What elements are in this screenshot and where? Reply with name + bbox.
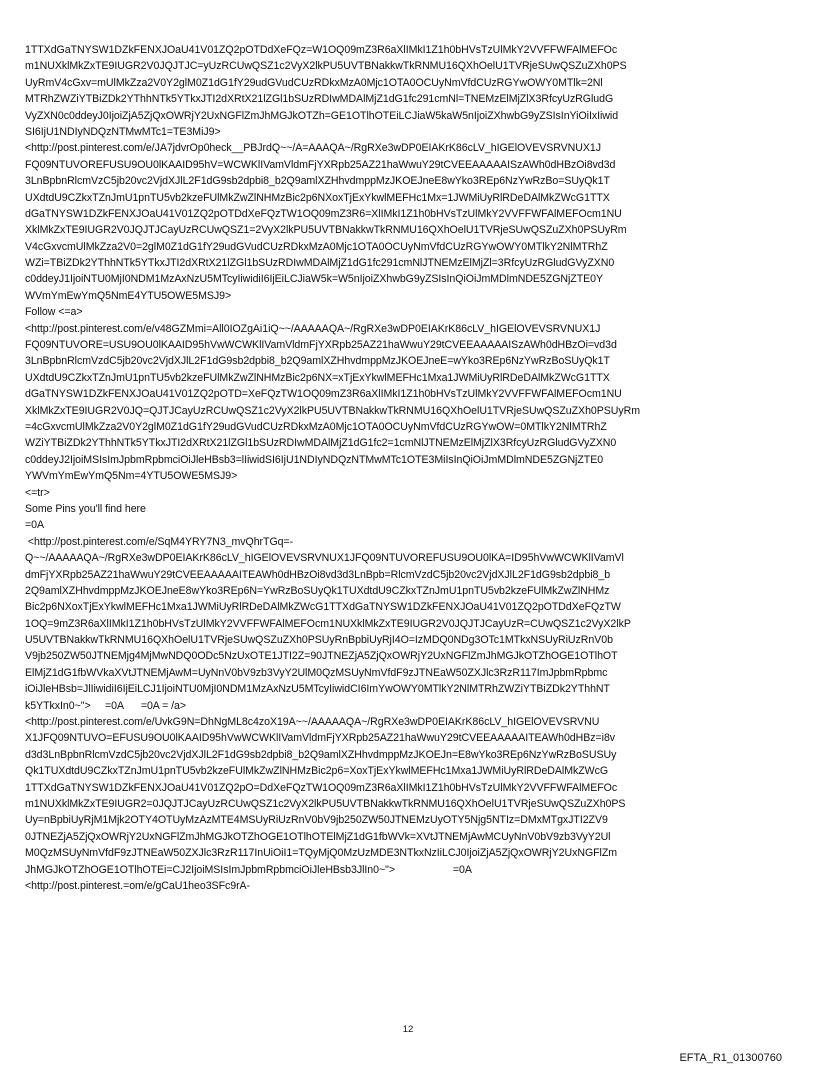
text-line: XklMkZxTE9IUGR2V0JQ=QJTJCayUzRCUwQSZ1c2VyX2lkPU5UVTBNakkwTkRNMU16QXhOelU1TVRjeSUwQSZuZXh0PSUyRm [25,404,641,417]
text-line: SI6IjU1NDIyNDQzNTMwMTc1=TE3MiJ9> [25,125,221,138]
text-line: =4cGxvcmUlMkZza2V0Y2glM0Z1dG1fY29udGVudCUzRDkxMzA0Mjc1OTA0OCUyNmVfdCUzRGYwOW=0MTlkY2NlMTRhZ [25,420,607,433]
text-line: UyRmV4cGxv=mUlMkZza2V0Y2glM0Z1dG1fY29udGVudCUzRDkxMzA0Mjc1OTA0OCUyNmVfdCUzRGYwOWY0MTlk=2Nl [25,76,603,89]
text-line: m1NUXklMkZxTE9IUGR2V0JQJTJC=yUzRCUwQSZ1c2VyX2lkPU5UVTBNakkwTkRNMU16QXhOelU1TVRjeSUwQSZuZXh0PS [25,60,627,73]
text-line: X1JFQ09NTUVO=EFUSU9OU0lKAAID95hVwWCWKlIVamVldmFjYXRpb25AZ21haWwuY29tCVEEAAAAAITEAWh0dHBz=i8v [25,732,616,745]
text-line: Bic2p6NXoxTjExYkwlMEFHc1Mxa1JWMiUyRlRDeDAlMkZWcG1TTXdGaTNYSW1DZkFENXJOaU41V01ZQ2pOTDdXeFQzTW [25,601,621,614]
text-line: V4cGxvcmUlMkZza2V0=2glM0Z1dG1fY29udGVudCUzRDkxMzA0Mjc1OTA0OCUyNmVfdCUzRGYwOWY0MTlkY2NlMTRhZ [25,240,608,253]
text-line: <http://post.pinterest.com/e/UvkG9N=DhNgML8c4zoX19A~~/AAAAAQA~/RgRXe3wDP0EIAKrK86cLV_hIGElOVEVSRVNU [25,716,600,729]
text-line: 0JTNEZjA5ZjQxOWRjY2UxNGFlZmJhMGJkOTZhOGE1OTlhOTElMjZ1dG1fbWVk=XVtJTNEMjAwMCUyNnV0bV9zb3VyY2Ul [25,830,611,843]
text-line: Follow <=a> [25,306,83,319]
text-line: WZi=TBiZDk2YThhNTk5YTkxJTI2dXRtX21lZGl1bSUzRDIwMDAlMjZ1dG1fc291cmNlJTNEMzElMjZl=3RfcyUzRGludGVyZXN0 [25,257,615,270]
text-line: 3LnBpbnRlcmVzC5jb20vc2VjdXJlL2F1dG9sb2dpbi8_b2Q9amlXZHhvdmppMzJKOEJneE8wYko3REp6NzYwRzBo=SUyQk1T [25,175,610,188]
text-line: d3d3LnBpbnRlcmVzdC5jb20vc2VjdXJlL2F1dG9sb2dpbi8_b2Q9amlXZHhvdmppMzJKOEJn=E8wYko3REp6NzYwRzBoSUSUy [25,748,617,761]
text-line: Some Pins you'll find here [25,502,146,515]
text-line: Qk1TUXdtdU9CZkxTZnJmU1pnTU5vb2kzeFUlMkZwZlNHMzBic2p6=XoxTjExYkwlMEFHc1Mxa1JWMiUyRlRDeDAlMkZWcG [25,765,609,778]
text-line: WVmYmEwYmQ5NmE4YTU5OWE5MSJ9> [25,289,232,302]
text-line: 3LnBpbnRlcmVzdC5jb20vc2VjdXJlL2F1dG9sb2dpbi8_b2Q9amlXZHhvdmppMzJKOEJneE=wYko3REp6NzYwRzBoSUyQk1T [25,355,610,368]
text-line: 1OQ=9mZ3R6aXlIMkI1Z1h0bHVsTzUlMkY2VVFFWFAlMEFOcm1NUXklMkZxTE9IUGR2V0JQJTJCayUzR=CUwQSZ1c2VyX2lkP [25,617,631,630]
text-line: 2Q9amlXZHhvdmppMzJKOEJneE8wYko3REp6N=YwRzBoSUyQk1TUXdtdU9CZkxTZnJmU1pnTU5vb2kzeFUlMkZwZlNHMz [25,584,610,597]
text-line: MTRhZWZiYTBiZDk2YThhNTk5YTkxJTI2dXRtX21lZGl1bSUzRDIwMDAlMjZ1dG1fc291cmNl=TNEMzElMjZlX3RfcyUzRGludG [25,93,614,106]
text-line: 1TTXdGaTNYSW1DZkFENXJOaU41V01ZQ2pO=DdXeFQzTW1OQ09mZ3R6aXlIMkI1Z1h0bHVsTzUlMkY2VVFFWFAlMEFOc [25,781,618,794]
text-line: UXdtdU9CZkxTZnJmU1pnTU5vb2kzeFUlMkZwZlNHMzBic2p6NX=xTjExYkwlMEFHc1Mxa1JWMiUyRlRDeDAlMkZWcG1TTX [25,371,610,384]
text-line: U5UVTBNakkwTkRNMU16QXhOelU1TVRjeSUwQSZuZXh0PSUyRnBpbiUyRjI4O=IzMDQ0NDg3OTc1MTkxNSUyRiUzRnV0b [25,634,613,647]
page-number: 12 [402,1024,414,1035]
text-line: m1NUXklMkZxTE9IUGR2=0JQJTJCayUzRCUwQSZ1c2VyX2lkPU5UVTBNakkwTkRNMU16QXhOelU1TVRjeSUwQSZuZXh0PS [25,797,626,810]
text-line: WZiYTBiZDk2YThhNTk5YTkxJTI2dXRtX21lZGl1bSUzRDIwMDAlMjZ1dG1fc2=1cmNlJTNEMzElMjZlX3RfcyUzRGludGVyZXN0 [25,437,617,450]
text-line: 1TTXdGaTNYSW1DZkFENXJOaU41V01ZQ2pOTDdXeFQz=W1OQ09mZ3R6aXlIMkI1Z1h0bHVsTzUlMkY2VVFFWFAlMEFOc [25,44,618,56]
text-line: k5YTkxIn0~"> =0A =0A = /a> [25,699,187,712]
text-line: UXdtdU9CZkxTZnJmU1pnTU5vb2kzeFUlMkZwZlNHMzBic2p6NXoxTjExYkwlMEFHc1Mx=1JWMiUyRlRDeDAlMkZWcG1TTX [25,191,610,204]
text-line: <=tr> [25,486,50,499]
text-line: iOiJleHBsb=JlIiwidiI6IjEiLCJ1IjoiNTU0MjI0NDM1MzAxNzU5MTcyIiwidCI6ImYwOWY0MTlkY2NlMTRhZWZiYTBiZDk2YThhNT [25,683,610,696]
text-line: <http://post.pinterest.com/e/v48GZMmi=All0IOZgAi1iQ~~/AAAAAQA~/RgRXe3wDP0EIAKrK86cLV_hIGElOVEVSRVNUX1J [25,322,601,335]
text-line: Uy=nBpbiUyRjM1Mjk2OTY4OTUyMzAzMTE4MSUyRiUzRnV0bV9jb250ZW50JTNEMzUyOTY5Njg5NTIz=DMxMTgxJTI2ZV9 [25,814,608,827]
text-line: ElMjZ1dG1fbWVkaXVtJTNEMjAwM=UyNnV0bV9zb3VyY2UlM0QzMSUyNmVfdF9zJTNEaW50ZXJlc3RzR117ImJpbmRpbmc [25,666,608,679]
text-line: XklMkZxTE9IUGR2V0JQJTJCayUzRCUwQSZ1=2VyX2lkPU5UVTBNakkwTkRNMU16QXhOelU1TVRjeSUwQSZuZXh0PSUyRm [25,224,627,237]
text-line: dGaTNYSW1DZkFENXJOaU41V01ZQ2pOTDdXeFQzTW1OQ09mZ3R6=XlIMkI1Z1h0bHVsTzUlMkY2VVFFWFAlMEFOcm1NU [25,207,622,220]
text-line: <http://post.pinterest.com/e/SqM4YRY7N3_mvQhrTGq=- [25,535,294,548]
text-line: VyZXN0c0ddeyJ0IjoiZjA5ZjQxOWRjY2UxNGFlZmJhMGJkOTZh=GE1OTlhOTEiLCJiaW5kaW5nIjoiZXhwbG9yZSIsInYiOiIxIiwid [25,109,619,122]
text-line: YWVmYmEwYmQ5Nm=4YTU5OWE5MSJ9> [25,470,238,483]
text-line: FQ09NTUVOREFUSU9OU0lKAAID95hV=WCWKlIVamVldmFjYXRpb25AZ21haWwuY29tCVEEAAAAAISzAWh0dHBzOi8vd3d [25,158,616,171]
text-line: <http://post.pinterest.=om/e/gCaU1heo3SFc9rA- [25,879,251,892]
text-line: =0A [25,519,44,532]
text-line: c0ddeyJ2IjoiMSIsImJpbmRpbmciOiJleHBsb3=lIiwidSI6IjU1NDIyNDQzNTMwMTc1OTE3MiIsInQiOiJmMDlmNDE5ZGNjZTE0 [25,453,604,466]
text-line: <http://post.pinterest.com/e/JA7jdvrOp0heck__PBJrdQ~~/A=AAAQA~/RgRXe3wDP0EIAKrK86cLV_hIGElOVEVSRVNUX1J [25,142,601,155]
text-line: dmFjYXRpb25AZ21haWwuY29tCVEEAAAAAITEAWh0dHBzOi8vd3d3LnBpb=RlcmVzdC5jb20vc2VjdXJlL2F1dG9sb2dpbi8_b [25,568,611,581]
text-line: dGaTNYSW1DZkFENXJOaU41V01ZQ2pOTD=XeFQzTW1OQ09mZ3R6aXlIMkI1Z1h0bHVsTzUlMkY2VVFFWFAlMEFOcm1NU [25,388,622,401]
text-line: V9jb250ZW50JTNEMjg4MjMwNDQ0ODc5NzUxOTE1JTI2Z=90JTNEZjA5ZjQxOWRjY2UxNGFlZmJhMGJkOTZhOGE1OTlhOT [25,650,618,663]
text-line: c0ddeyJ1IjoiNTU0MjI0NDM1MzAxNzU5MTcyIiwidiI6IjEiLCJiaW5k=W5nIjoiZXhwbG9yZSIsInQiOiJmMDlmNDE5ZGNjZTE0Y [25,273,604,286]
text-line: JhMGJkOTZhOGE1OTlhOTEi=CJ2IjoiMSIsImJpbmRpbmciOiJleHBsb3JlIn0~"> =0A [25,863,472,876]
text-line: M0QzMSUyNmVfdF9zJTNEaW50ZXJlc3RzR117InUiOiI1=TQyMjQ0MzUzMDE3NTkxNzIiLCJ0IjoiZjA5ZjQxOWRjY2UxNGFlZm [25,847,618,860]
email-body-text [25,42,799,894]
text-line: FQ09NTUVORE=USU9OU0lKAAID95hVwWCWKlIVamVldmFjYXRpb25AZ21haWwuY29tCVEEAAAAAISzAWh0dHBzOi=vd3d [25,339,617,352]
text-line: Q~~/AAAAAQA~/RgRXe3wDP0EIAKrK86cLV_hIGElOVEVSRVNUX1JFQ09NTUVOREFUSU9OU0lKA=ID95hVwWCWKlIVamVl [25,552,624,565]
document-id-footer: EFTA_R1_01300760 [679,1052,782,1064]
